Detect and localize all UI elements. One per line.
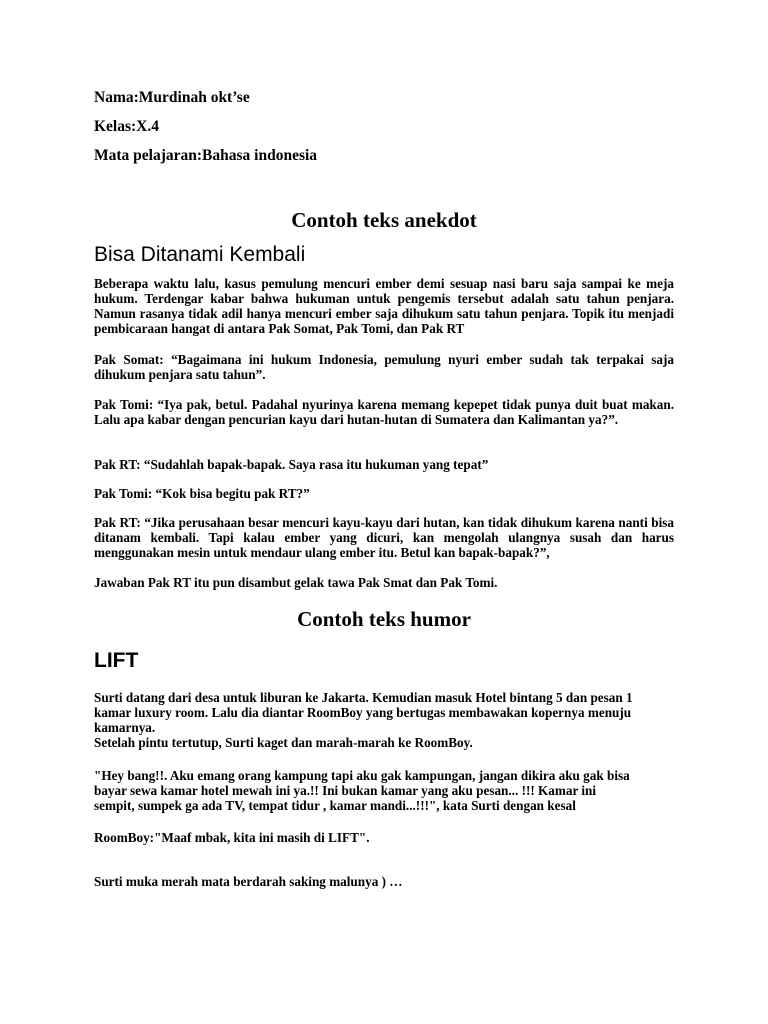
anekdot-paragraph: Pak Tomi: “Kok bisa begitu pak RT?” (94, 486, 310, 501)
student-name: Nama:Murdinah okt’se (94, 89, 250, 106)
humor-line: Surti datang dari desa untuk liburan ke Jakarta. Kemudian masuk Hotel bintang 5 dan pesan 1 (94, 690, 633, 705)
humor-story-title: LIFT (94, 649, 139, 672)
anekdot-paragraph: Jawaban Pak RT itu pun disambut gelak tawa Pak Smat dan Pak Tomi. (94, 575, 498, 590)
humor-line: sempit, sumpek ga ada TV, tempat tidur , kamar mandi...!!!", kata Surti dengan kesal (94, 798, 576, 813)
anekdot-paragraph: Pak RT: “Sudahlah bapak-bapak. Saya rasa itu hukuman yang tepat” (94, 457, 489, 472)
humor-line: bayar sewa kamar hotel mewah ini ya.!! Ini bukan kamar yang aku pesan... !!! Kamar ini (94, 783, 597, 798)
anekdot-story-title: Bisa Ditanami Kembali (94, 243, 306, 266)
humor-paragraph-2 (94, 768, 684, 813)
anekdot-paragraph: Pak Somat: “Bagaimana ini hukum Indonesia, pemulung nyuri ember sudah tak terpakai saja dihukum penjara satu tahun”. (94, 352, 674, 382)
humor-line: Setelah pintu tertutup, Surti kaget dan marah-marah ke RoomBoy. (94, 735, 473, 750)
anekdot-paragraph: Pak RT: “Jika perusahaan besar mencuri kayu-kayu dari hutan, kan tidak dihukum karena nanti bisa ditanam kembali. Tapi kalau ember yang dicuri, kan mengolah ulangnya susah dan harus menggunakan mesin untuk mendaur ulang ember itu. Betul kan bapak-bapak?”, (94, 515, 674, 560)
anekdot-paragraph: Pak Tomi: “Iya pak, betul. Padahal nyurinya karena memang kepepet tidak punya duit buat makan. Lalu apa kabar dengan pencurian kayu dari hutan-hutan di Sumatera dan Kalimantan ya?”. (94, 397, 674, 427)
humor-line: kamar luxury room. Lalu dia diantar RoomBoy yang bertugas membawakan kopernya menuju (94, 705, 632, 720)
humor-paragraph-3: RoomBoy:"Maaf mbak, kita ini masih di LIFT". (94, 830, 370, 845)
anekdot-section-title: Contoh teks anekdot (291, 208, 477, 232)
humor-paragraph-1 (94, 690, 684, 750)
humor-line: "Hey bang!!. Aku emang orang kampung tapi aku gak kampungan, jangan dikira aku gak bisa (94, 768, 630, 783)
humor-line: kamarnya. (94, 720, 156, 735)
anekdot-paragraph: Beberapa waktu lalu, kasus pemulung mencuri ember demi sesuap nasi baru saja sampai ke meja hukum. Terdengar kabar bahwa hukuman untuk pengemis tersebut adalah satu tahun penjara. Namun rasanya tidak adil hanya mencuri ember saja dihukum satu tahun penjara. Topik itu menjadi pembicaraan hangat di antara Pak Somat, Pak Tomi, dan Pak RT (94, 276, 674, 336)
subject: Mata pelajaran:Bahasa indonesia (94, 147, 318, 164)
student-class: Kelas:X.4 (94, 118, 160, 135)
humor-section-title: Contoh teks humor (297, 607, 471, 631)
humor-paragraph-4: Surti muka merah mata berdarah saking malunya ) … (94, 874, 403, 889)
